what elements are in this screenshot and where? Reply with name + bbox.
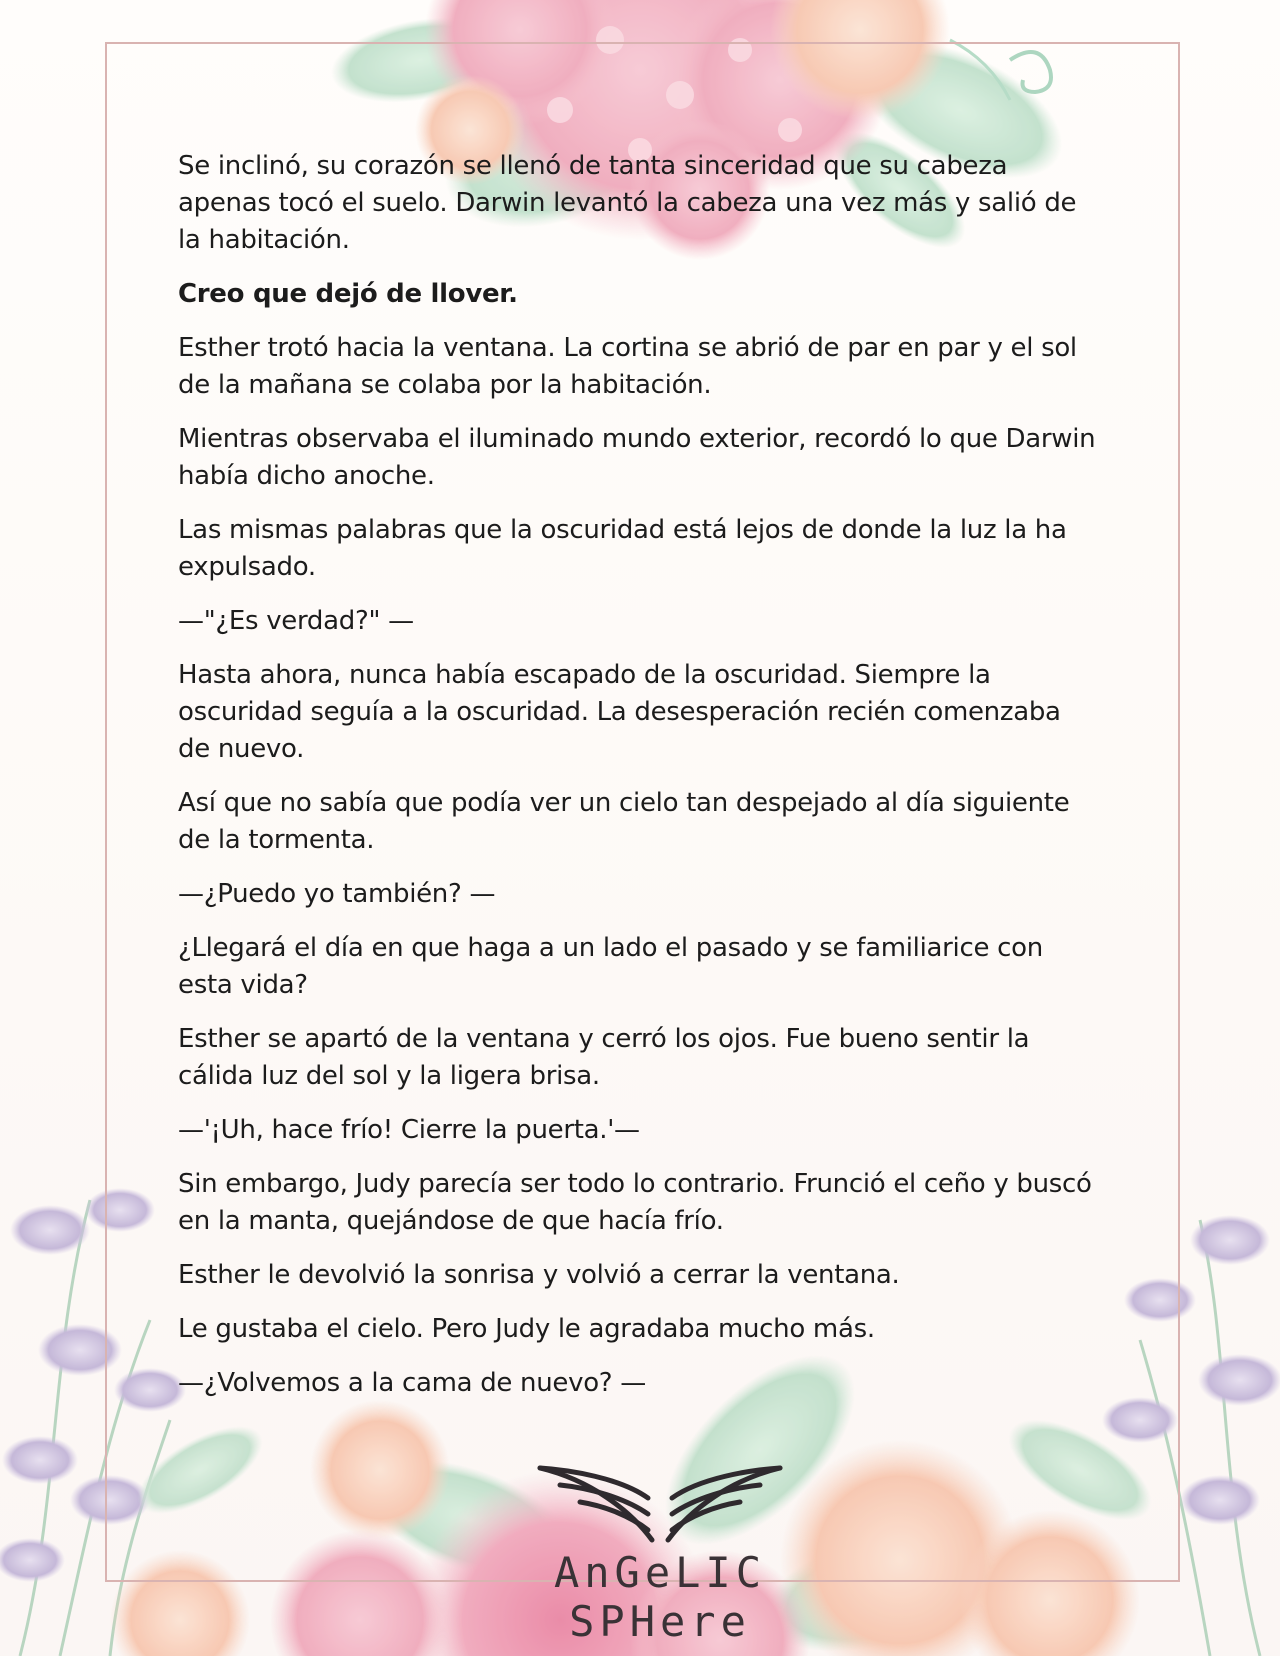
logo-text: AnGeLIC SPHere bbox=[553, 1548, 766, 1646]
paragraph: —'¡Uh, hace frío! Cierre la puerta.'— bbox=[178, 1115, 640, 1145]
paragraph: —"¿Es verdad?" — bbox=[178, 606, 414, 636]
paragraph: —¿Puedo yo también? — bbox=[178, 879, 496, 909]
paragraph: Esther le devolvió la sonrisa y volvió a cerrar la ventana. bbox=[178, 1260, 900, 1290]
angel-wings-icon bbox=[480, 1440, 840, 1550]
paragraph: Se inclinó, su corazón se llenó de tanta sinceridad que su cabeza apenas tocó el suelo. Darwin levantó la cabeza una vez más y salió de la habitación. bbox=[178, 151, 1077, 255]
paragraph: Le gustaba el cielo. Pero Judy le agradaba mucho más. bbox=[178, 1314, 875, 1344]
angelic-sphere-logo bbox=[480, 1440, 840, 1646]
paragraph: ¿Llegará el día en que haga a un lado el pasado y se familiarice con esta vida? bbox=[178, 933, 1043, 1000]
paragraph: Así que no sabía que podía ver un cielo tan despejado al día siguiente de la tormenta. bbox=[178, 788, 1070, 855]
paragraph: Hasta ahora, nunca había escapado de la oscuridad. Siempre la oscuridad seguía a la oscuridad. La desesperación recién comenzaba de nuevo. bbox=[178, 660, 1061, 764]
paragraph: Las mismas palabras que la oscuridad está lejos de donde la luz la ha expulsado. bbox=[178, 515, 1067, 582]
text-body bbox=[178, 148, 1098, 1419]
paragraph-bold: Creo que dejó de llover. bbox=[178, 279, 518, 309]
paragraph: Esther se apartó de la ventana y cerró los ojos. Fue bueno sentir la cálida luz del sol y la ligera brisa. bbox=[178, 1024, 1030, 1091]
paragraph: Mientras observaba el iluminado mundo exterior, recordó lo que Darwin había dicho anoche. bbox=[178, 424, 1096, 491]
paragraph: —¿Volvemos a la cama de nuevo? — bbox=[178, 1368, 646, 1398]
paragraph: Sin embargo, Judy parecía ser todo lo contrario. Frunció el ceño y buscó en la manta, quejándose de que hacía frío. bbox=[178, 1169, 1092, 1236]
paragraph: Esther trotó hacia la ventana. La cortina se abrió de par en par y el sol de la mañana se colaba por la habitación. bbox=[178, 333, 1077, 400]
